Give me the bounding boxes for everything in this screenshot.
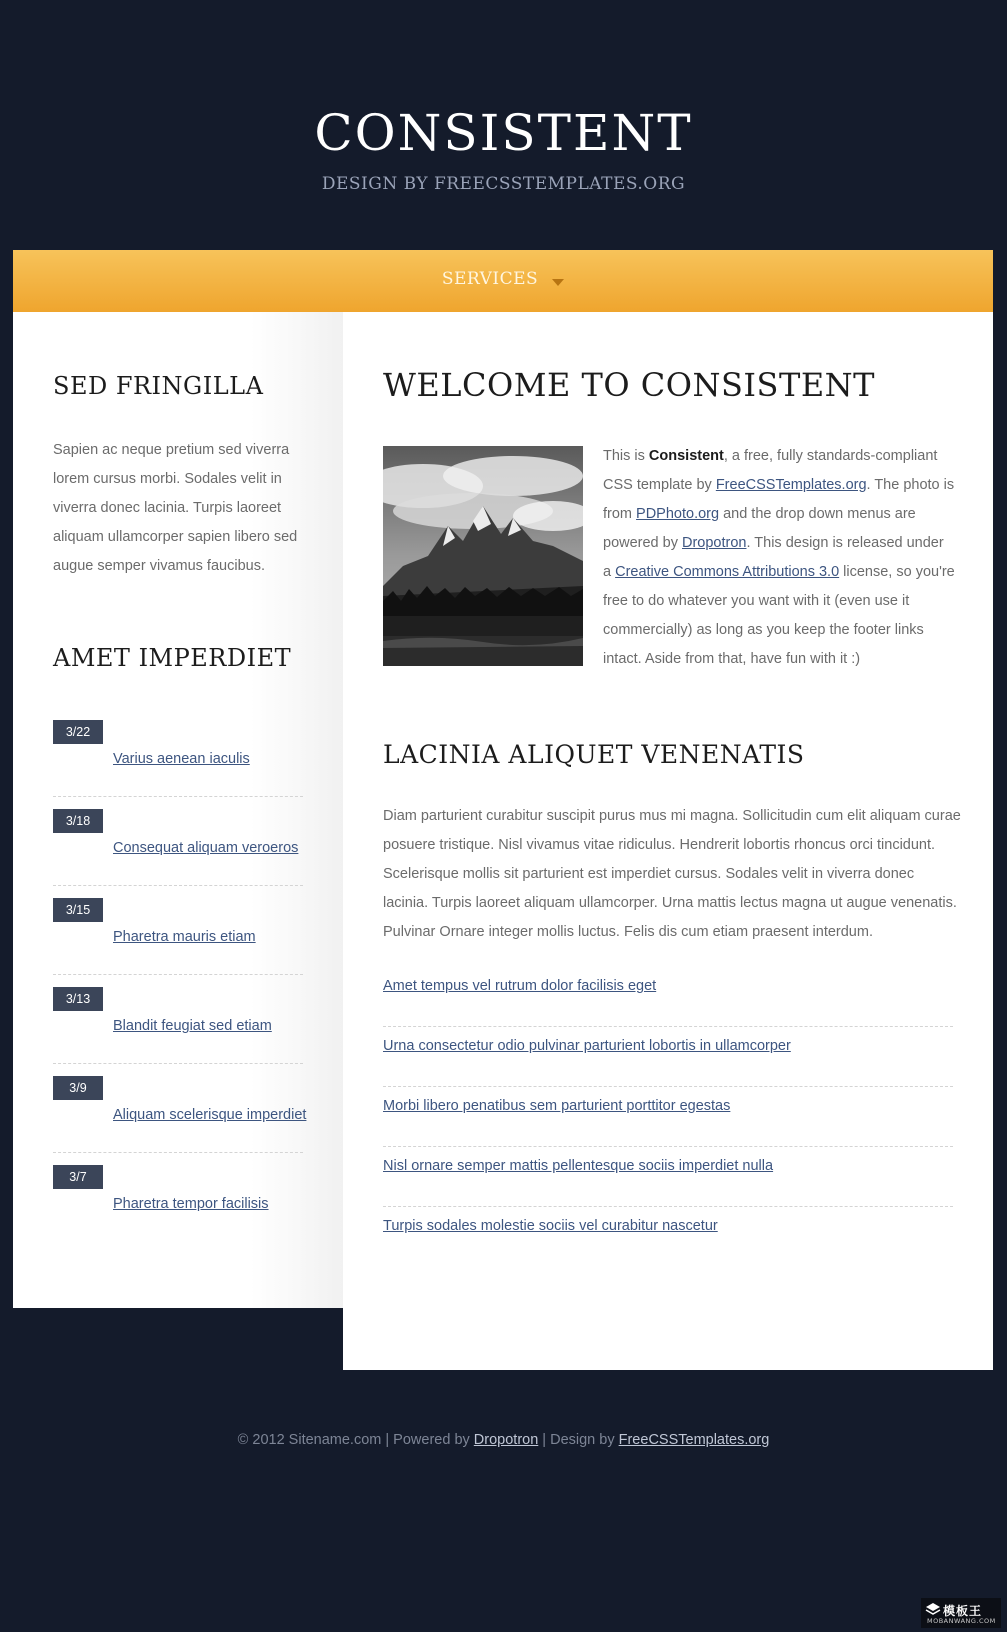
list-item (53, 886, 303, 975)
list-item (383, 1147, 953, 1207)
watermark-logo (921, 1598, 1001, 1628)
date-badge: 3/13 (53, 987, 103, 1011)
mountain-photo (383, 446, 583, 666)
list-item (53, 797, 303, 886)
site-header (0, 0, 1007, 250)
main-content (343, 312, 993, 1370)
freecsstemplates-link[interactable]: FreeCSSTemplates.org (715, 477, 867, 493)
list-item-link[interactable]: Amet tempus vel rutrum dolor facilisis eget (383, 978, 657, 994)
list-item (53, 1153, 303, 1242)
section-paragraph: Diam parturient curabitur suscipit purus mus mi magna. Sollicitudin cum elit aliquam curae posuere tristique. Nisl vivamus vitae ridiculus. Hendrerit lobortis rhoncus orci tincidunt. Scelerisque mollis sit parturient est imperdiet cursus. Sodales velit in viverra donec lacinia. Turpis laoreet aliquam ullamcorper. Urna mattis lectus magna ut augue venenatis. Pulvinar Ornare integer mollis luctus. Felis dis cum etiam praesent interdum. (383, 808, 961, 940)
nav-bar (13, 250, 993, 312)
section-heading: LACINIA ALIQUET VENENATIS (383, 740, 805, 769)
sidebar-heading: SED FRINGILLA (53, 372, 264, 400)
date-badge: 3/7 (53, 1165, 103, 1189)
date-badge: 3/22 (53, 720, 103, 744)
list-item (383, 1087, 953, 1147)
date-badge: 3/15 (53, 898, 103, 922)
logo-icon (925, 1602, 941, 1616)
watermark-subtext: MOBANWANG.COM (927, 1617, 996, 1625)
list-item-link[interactable]: Varius aenean iaculis (113, 751, 250, 767)
intro-paragraph: This is Consistent, a free, fully standards-compliant CSS template by FreeCSSTemplates.org. The photo is from PDPhoto.org and the drop down menus are powered by Dropotron. This design is released under a Creative Commons Attributions 3.0 license, so you're free to do whatever you want with it (even use it commercially) as long as you keep the footer links intact. Aside from that, have fun with it :) (603, 448, 955, 667)
list-item-link[interactable]: Consequat aliquam veroeros (113, 840, 299, 856)
brand-name: Consistent (648, 448, 724, 464)
date-badge: 3/9 (53, 1076, 103, 1100)
copyright-text: © 2012 Sitename.com (237, 1432, 382, 1448)
link-list (383, 967, 953, 1267)
nav-item-services[interactable] (442, 269, 564, 289)
footer-dropotron-link[interactable]: Dropotron (473, 1432, 539, 1448)
list-item (383, 967, 953, 1027)
list-item (53, 975, 303, 1064)
site-footer: © 2012 Sitename.com | Powered by Dropotron | Design by FreeCSSTemplates.org (237, 1432, 770, 1448)
list-item (53, 1064, 307, 1153)
list-item-link[interactable]: Morbi libero penatibus sem parturient porttitor egestas (383, 1098, 731, 1114)
list-item-link[interactable]: Pharetra tempor facilisis (113, 1196, 269, 1212)
list-item-link[interactable]: Pharetra mauris etiam (113, 929, 256, 945)
list-item-link[interactable]: Turpis sodales molestie sociis vel curabitur nascetur (383, 1218, 718, 1234)
chevron-down-icon (552, 279, 564, 286)
page-title: WELCOME TO CONSISTENT (383, 366, 876, 404)
list-item-link[interactable]: Urna consectetur odio pulvinar parturient lobortis in ullamcorper (383, 1038, 791, 1054)
list-item (383, 1027, 953, 1087)
sidebar-list (53, 708, 307, 1242)
list-item (53, 708, 303, 797)
nav-item-label: SERVICES (441, 269, 539, 289)
sidebar (13, 312, 343, 1308)
site-tagline: DESIGN BY FREECSSTEMPLATES.ORG (321, 174, 686, 194)
sidebar-paragraph: Sapien ac neque pretium sed viverra lorem cursus morbi. Sodales velit in viverra donec lacinia. Turpis laoreet aliquam ullamcorper sapien libero sed augue semper vivamus faucibus. (53, 442, 298, 574)
dropotron-link[interactable]: Dropotron (682, 535, 747, 551)
list-item (383, 1207, 953, 1267)
site-title[interactable]: CONSISTENT (314, 104, 693, 162)
creative-commons-link[interactable]: Creative Commons Attributions 3.0 (615, 564, 840, 580)
watermark-text: 模板王 (943, 1604, 983, 1618)
footer-freecsstemplates-link[interactable]: FreeCSSTemplates.org (618, 1432, 770, 1448)
sidebar-heading: AMET IMPERDIET (53, 644, 292, 672)
list-item-link[interactable]: Aliquam scelerisque imperdiet (113, 1107, 307, 1123)
pdphoto-link[interactable]: PDPhoto.org (636, 506, 720, 522)
list-item-link[interactable]: Blandit feugiat sed etiam (113, 1018, 272, 1034)
list-item-link[interactable]: Nisl ornare semper mattis pellentesque sociis imperdiet nulla (383, 1158, 774, 1174)
date-badge: 3/18 (53, 809, 103, 833)
